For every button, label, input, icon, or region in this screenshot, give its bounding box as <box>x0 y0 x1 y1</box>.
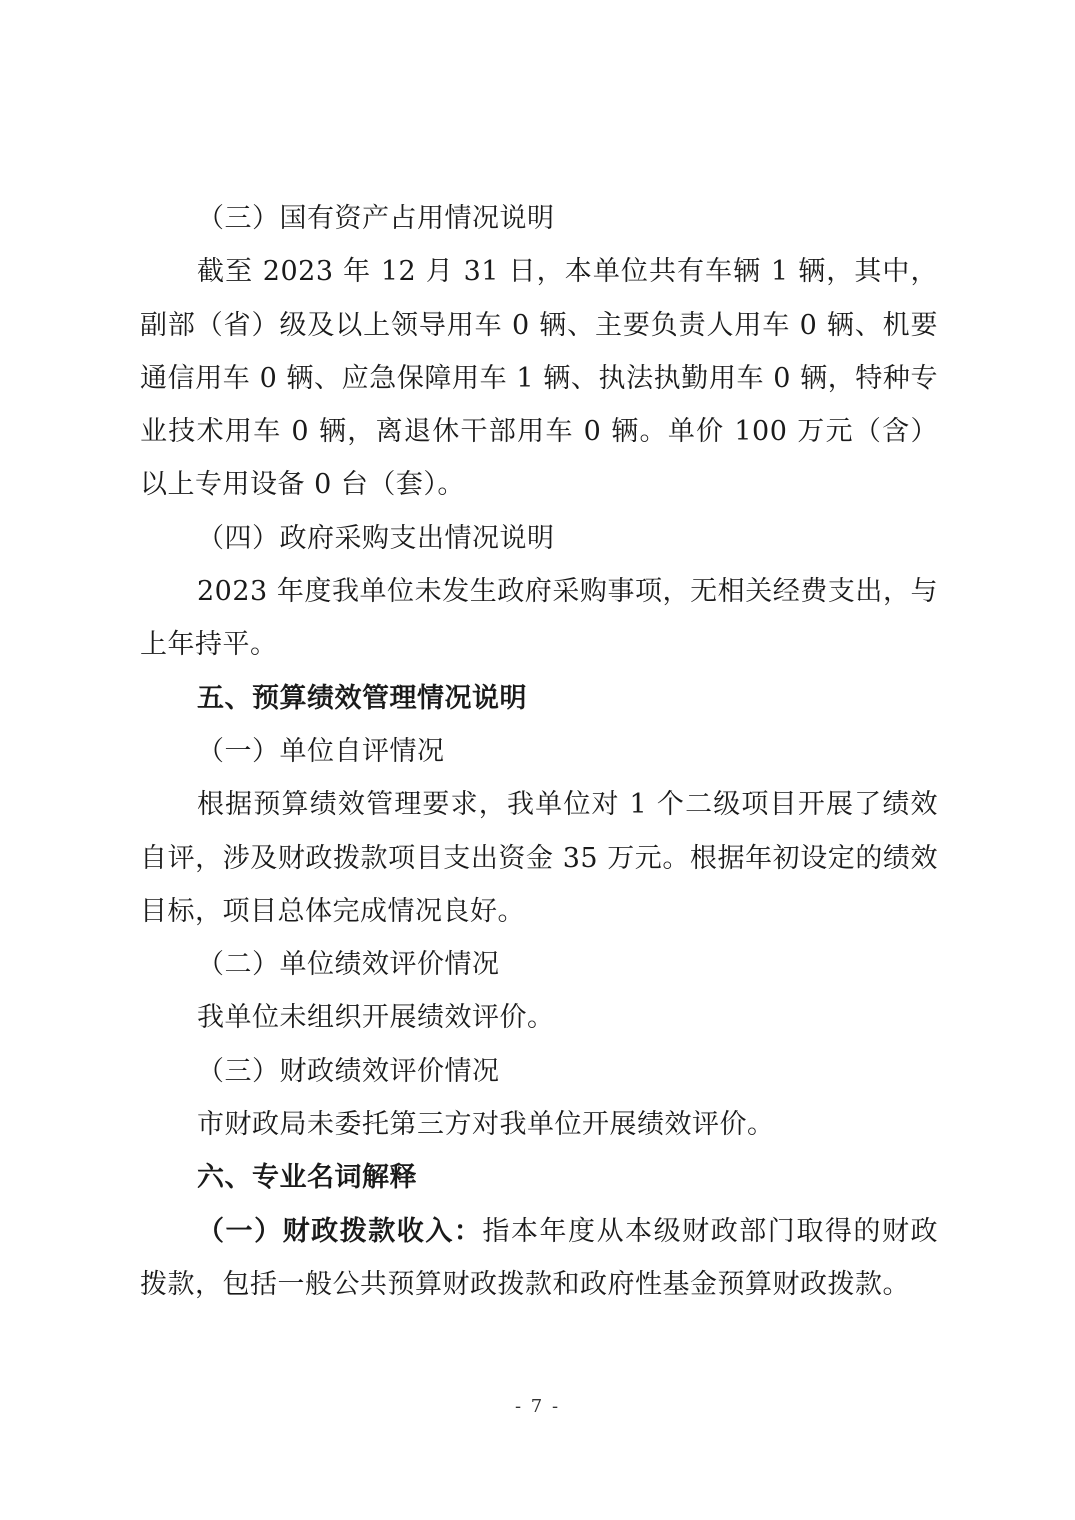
heading-performance-management: 五、预算绩效管理情况说明 <box>197 682 527 714</box>
paragraph-unit-evaluation: 我单位未组织开展绩效评价。 <box>197 1002 555 1034</box>
page-number: - 7 - <box>514 1396 561 1417</box>
term-definition: 指本年度从本级财政部门取得的财政拨款，包括一般公共预算财政拨款和政府性基金预算财政拨款。 <box>140 1215 939 1300</box>
heading-unit-evaluation: （二）单位绩效评价情况 <box>197 949 500 981</box>
paragraph-procurement: 2023 年度我单位未发生政府采购事项，无相关经费支出，与上年持平。 <box>140 576 938 661</box>
heading-finance-evaluation: （三）财政绩效评价情况 <box>197 1055 500 1087</box>
paragraph-vehicles: 截至 2023 年 12 月 31 日，本单位共有车辆 1 辆，其中，副部（省）级及以上领导用车 0 辆、主要负责人用车 0 辆、机要通信用车 0 辆、应急保障用车 1 辆、执法执勤用车 0 辆，特种专业技术用车 0 辆，离退休干部用车 0 辆。单价 100 万元（含）以上专用设备 0 台（套）。 <box>140 256 938 501</box>
paragraph-self-evaluation: 根据预算绩效管理要求，我单位对 1 个二级项目开展了绩效自评，涉及财政拨款项目支出资金 35 万元。根据年初设定的绩效目标，项目总体完成情况良好。 <box>140 789 938 927</box>
heading-state-assets: （三）国有资产占用情况说明 <box>197 203 555 234</box>
heading-terminology: 六、专业名词解释 <box>197 1162 417 1194</box>
paragraph-fiscal-appropriation <box>140 1205 938 1312</box>
term-label: （一）财政拨款收入： <box>197 1215 483 1247</box>
heading-self-evaluation: （一）单位自评情况 <box>197 735 445 767</box>
document-body <box>140 192 938 1311</box>
paragraph-finance-evaluation: 市财政局未委托第三方对我单位开展绩效评价。 <box>197 1109 775 1141</box>
heading-procurement: （四）政府采购支出情况说明 <box>197 522 555 554</box>
